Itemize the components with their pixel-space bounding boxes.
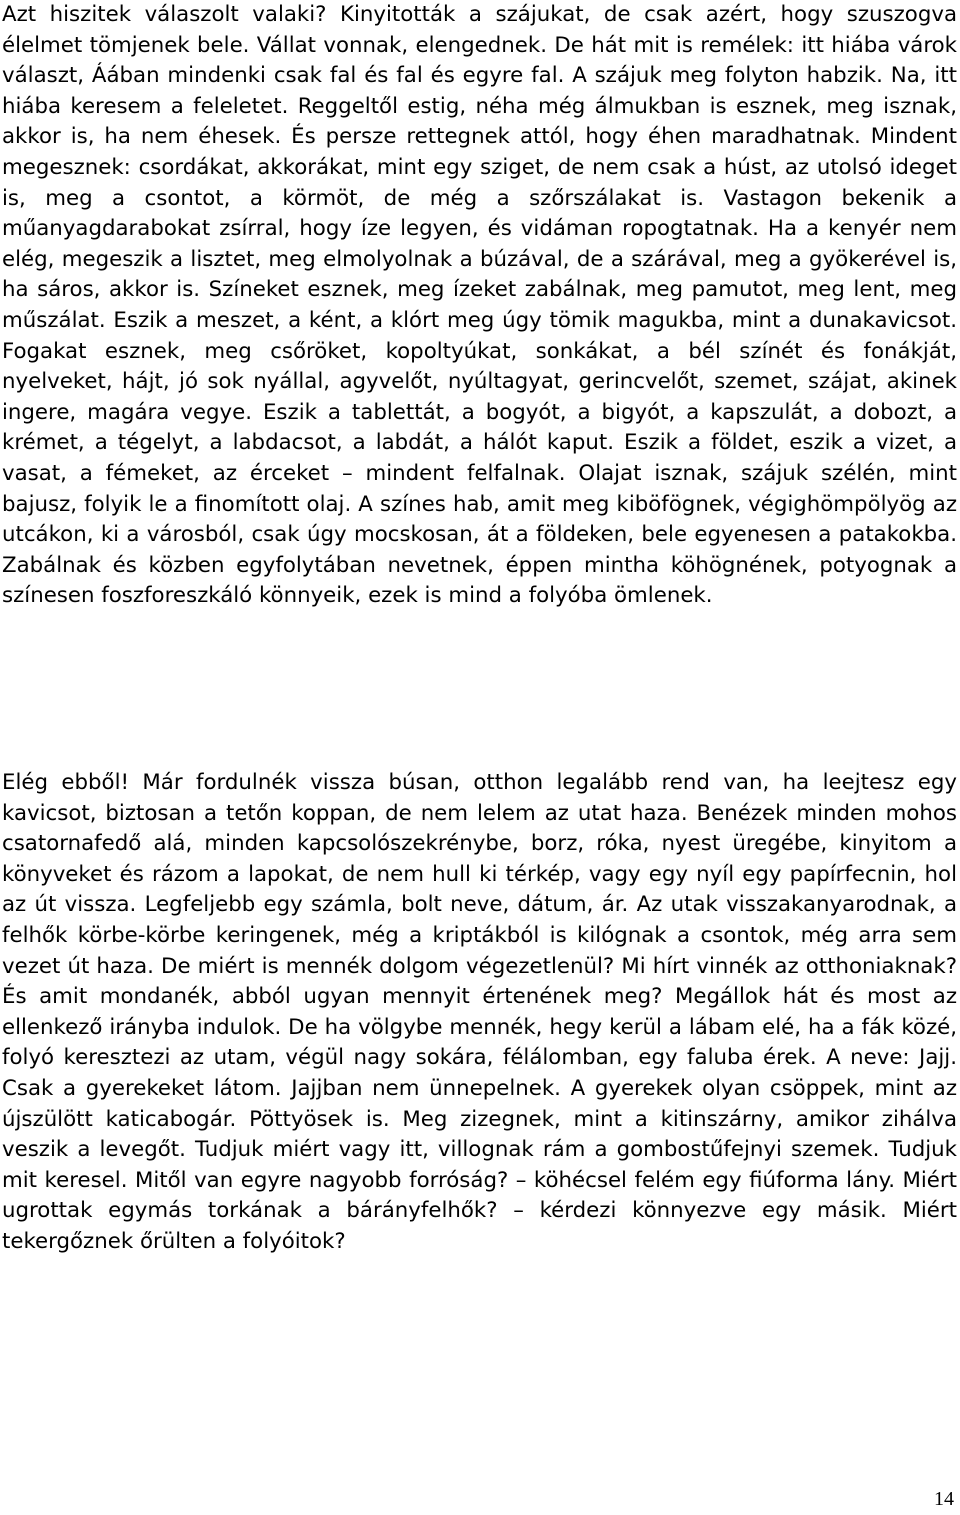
page-number: 14 xyxy=(934,1488,954,1510)
body-paragraph-2: Elég ebből! Már fordulnék vissza búsan, otthon legalább rend van, ha leejtesz egy kavicsot, biztosan a tetőn koppan, de nem lelem az utat haza. Benézek minden mohos csatornafedő alá, minden kapcsolószekrénybe, borz, róka, nyest üregébe, kinyitom a könyveket és rázom a lapokat, de nem hull ki térkép, vagy egy nyíl egy papírfecnin, hol az út vissza. Legfeljebb egy számla, bolt neve, dátum, ár. Az utak visszakanyarodnak, a felhők körbe-körbe keringenek, még a kriptákból is kilógnak a csontok, még arra sem vezet út haza. De miért is mennék dolgom végezetlenül? Mi hírt vinnék az otthoniaknak? És amit mondanék, abból ugyan mennyit értenének meg? Megállok hát és most az ellenkező irányba indulok. De ha völgybe mennék, hegy kerül a lábam elé, ha a fák közé, folyó keresztezi az utam, végül nagy sokára, félálomban, egy faluba érek. A neve: Jajj. Csak a gyerekeket látom. Jajjban nem ünnepelnek. A gyerekek olyan csöppek, mint az újszülött katicabogár. Pöttyösek is. Meg zizegnek, mint a kitinszárny, amikor zihálva veszik a levegőt. Tudjuk miért vagy itt, villognak rám a gombostűfejnyi szemek. Tudjuk mit keresel. Mitől van egyre nagyobb forróság? – köhécsel felém egy fiúforma lány. Miért ugrottak egymás torkának a bárányfelhők? – kérdezi könnyezve egy másik. Miért tekergőznek őrülten a folyóitok? xyxy=(2,770,957,1254)
body-paragraph-1: Azt hiszitek válaszolt valaki? Kinyitották a szájukat, de csak azért, hogy szuszogva élelmet tömjenek bele. Vállat vonnak, elengednek. De hát mit is remélek: itt hiába várok választ, Áában mindenki csak fal és fal és egyre fal. A szájuk meg folyton habzik. Na, itt hiába keresem a feleletet. Reggeltől estig, néha még álmukban is esznek, meg isznak, akkor is, ha nem éhesek. És persze rettegnek attól, hogy éhen maradhatnak. Mindent megesznek: csordákat, akkorákat, mint egy sziget, de nem csak a húst, az utolsó ideget is, meg a csontot, a körmöt, de még a szőrszálakat is. Vastagon bekenik a műanyagdarabokat zsírral, hogy íze legyen, és vidáman ropogtatnak. Ha a kenyér nem elég, megeszik a lisztet, meg elmolyolnak a búzával, de a szárával, meg a gyökerével is, ha sáros, akkor is. Színeket esznek, meg ízeket zabálnak, meg pamutot, meg lent, meg műszálat. Eszik a meszet, a ként, a klórt meg úgy tömik magukba, mint a dunakavicsot. Fogakat esznek, meg csőröket, kopoltyúkat, sonkákat, a bél színét és fonákját, nyelveket, hájt, jó sok nyállal, agyvelőt, nyúltagyat, gerincvelőt, szemet, szájat, akinek ingere, magára vegye. Eszik a tablettát, a bogyót, a bigyót, a kapszulát, a dobozt, a krémet, a tégelyt, a labdacsot, a labdát, a hálót kaput. Eszik a földet, eszik a vizet, a vasat, a fémeket, az érceket – mindent felfalnak. Olajat isznak, szájuk szélén, mint bajusz, folyik le a finomított olaj. A színes hab, amit meg kiböfögnek, végighömpölyög az utcákon, ki a városból, csak úgy mocskosan, át a földeken, bele egyenesen a patakokba. Zabálnak és közben egyfolytában nevetnek, éppen mintha köhögnének, potyognak a színesen foszforeszkáló könnyeik, ezek is mind a folyóba ömlenek. xyxy=(2,2,957,609)
